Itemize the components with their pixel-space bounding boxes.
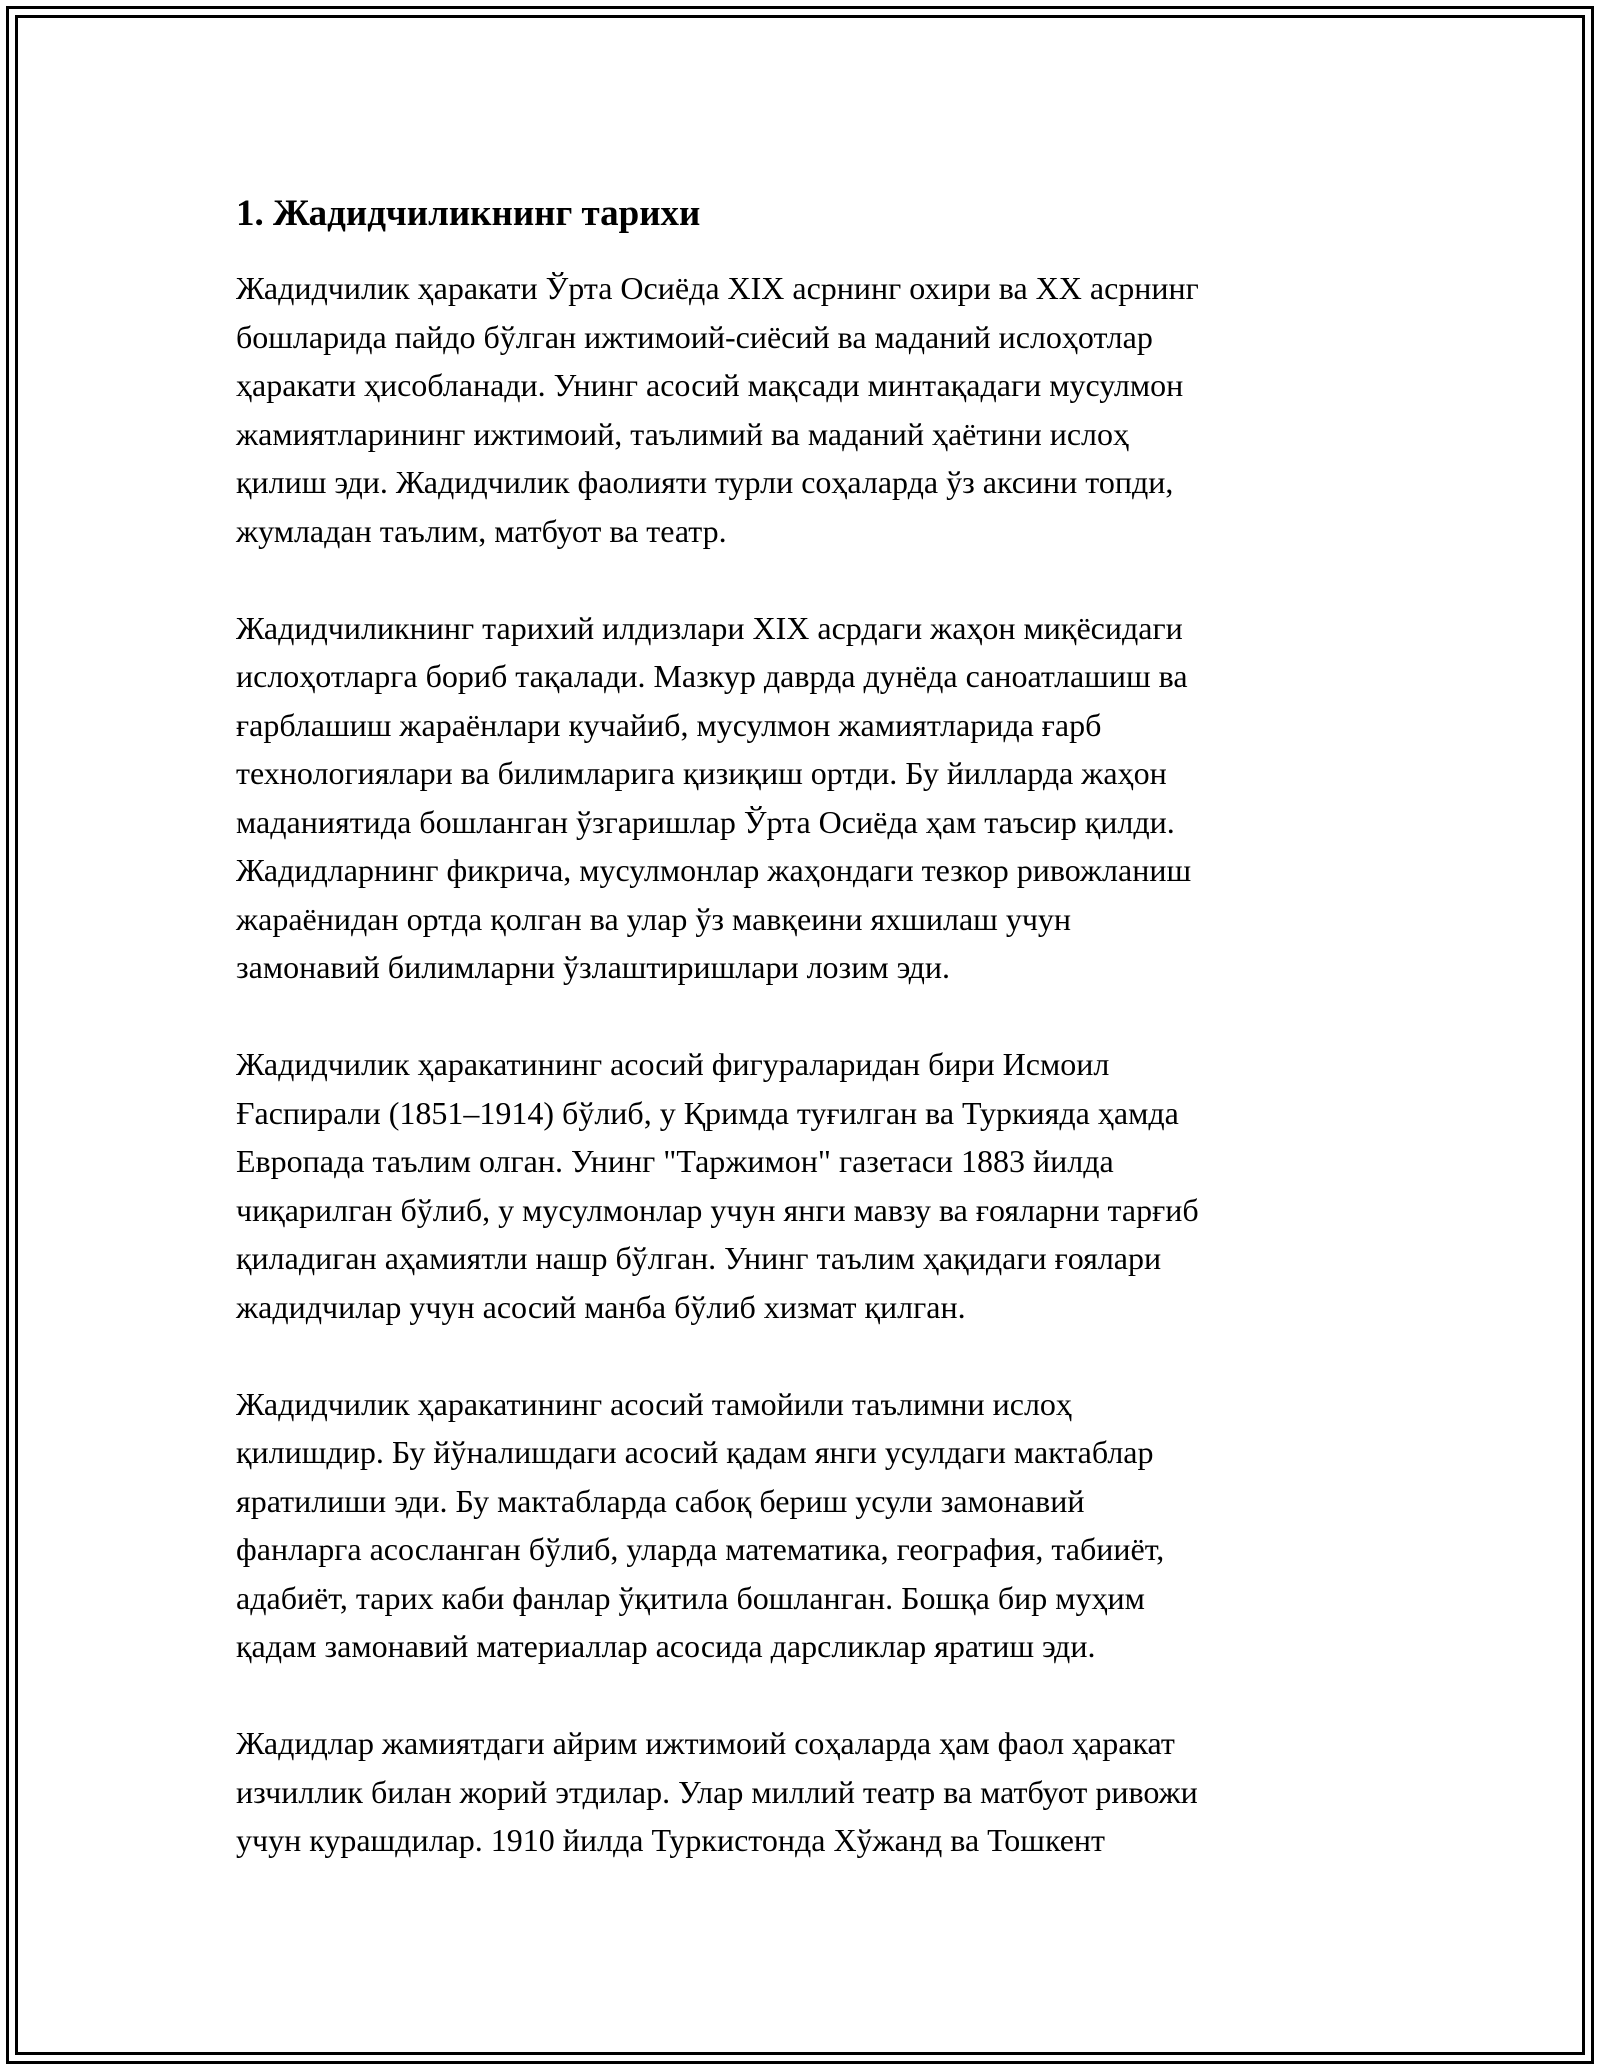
document-body — [236, 186, 1366, 1865]
paragraph-line: чиқарилган бўлиб, у мусулмонлар учун янги мавзу ва ғояларни тарғиб — [236, 1191, 1199, 1228]
paragraph-line: қилишдир. Бу йўналишдаги асосий қадам янги усулдаги мактаблар — [236, 1434, 1154, 1470]
paragraph-line: Жадидчилик ҳаракатининг асосий фигураларидан бири Исмоил — [236, 1046, 1110, 1082]
paragraph-line: яратилиши эди. Бу мактабларда сабоқ бериш усули замонавий — [236, 1482, 1085, 1519]
paragraph-line: фанларга асосланган бўлиб, уларда математика, география, табииёт, — [236, 1531, 1165, 1567]
paragraph-5 — [236, 1719, 1366, 1865]
paragraph-line: замонавий билимларни ўзлаштиришлари лозим эди. — [236, 949, 951, 985]
paragraph-1 — [236, 264, 1366, 555]
paragraph-line: ҳаракати ҳисобланади. Унинг асосий мақсади минтақадаги мусулмон — [236, 367, 1184, 403]
paragraph-2 — [236, 604, 1366, 992]
paragraph-line: қадам замонавий материаллар асосида дарсликлар яратиш эди. — [236, 1628, 1096, 1664]
paragraph-4 — [236, 1380, 1366, 1671]
paragraph-line: Жадидлар жамиятдаги айрим ижтимоий соҳаларда ҳам фаол ҳаракат — [236, 1725, 1175, 1761]
paragraph-line: қиладиган аҳамиятли нашр бўлган. Унинг таълим ҳақидаги ғоялари — [236, 1240, 1162, 1276]
paragraph-line: бошларида пайдо бўлган ижтимоий-сиёсий ва маданий ислоҳотлар — [236, 318, 1153, 355]
paragraph-line: Жадидларнинг фикрича, мусулмонлар жаҳондаги тезкор ривожланиш — [236, 852, 1192, 888]
paragraph-line: жараёнидан ортда қолган ва улар ўз мавқеини яхшилаш учун — [236, 900, 1072, 937]
paragraph-line: учун курашдилар. 1910 йилда Туркистонда Хўжанд ва Тошкент — [236, 1822, 1105, 1858]
paragraph-3 — [236, 1040, 1366, 1331]
paragraph-line: изчиллик билан жорий этдилар. Улар миллий театр ва матбуот ривожи — [236, 1773, 1198, 1810]
paragraph-line: жамиятларининг ижтимоий, таълимий ва маданий ҳаётини ислоҳ — [236, 415, 1129, 452]
paragraph-line: Жадидчилик ҳаракатининг асосий тамойили таълимни ислоҳ — [236, 1385, 1072, 1422]
paragraph-line: жадидчилар учун асосий манба бўлиб хизмат қилган. — [236, 1288, 966, 1325]
paragraph-line: технологиялари ва билимларига қизиқиш ортди. Бу йилларда жаҳон — [236, 755, 1167, 791]
paragraph-line: Европада таълим олган. Унинг "Таржимон" газетаси 1883 йилда — [236, 1143, 1114, 1179]
paragraph-line: Ғаспирали (1851–1914) бўлиб, у Қримда туғилган ва Туркияда ҳамда — [236, 1094, 1179, 1131]
section-heading: 1. Жадидчиликнинг тарихи — [236, 193, 701, 234]
paragraph-line: қилиш эди. Жадидчилик фаолияти турли соҳаларда ўз аксини топди, — [236, 464, 1174, 500]
paragraph-line: жумладан таълим, матбуот ва театр. — [236, 512, 727, 549]
paragraph-line: маданиятида бошланган ўзгаришлар Ўрта Осиёда ҳам таъсир қилди. — [236, 803, 1175, 840]
paragraph-line: Жадидчилик ҳаракати Ўрта Осиёда XIX асрнинг охири ва XX асрнинг — [236, 270, 1199, 306]
paragraph-line: ғарблашиш жараёнлари кучайиб, мусулмон жамиятларида ғарб — [236, 706, 1102, 743]
paragraph-line: адабиёт, тарих каби фанлар ўқитила бошланган. Бошқа бир муҳим — [236, 1579, 1145, 1616]
paragraph-line: ислоҳотларга бориб тақалади. Мазкур даврда дунёда саноатлашиш ва — [236, 658, 1188, 694]
paragraph-line: Жадидчиликнинг тарихий илдизлари XIX асрдаги жаҳон миқёсидаги — [236, 609, 1183, 646]
